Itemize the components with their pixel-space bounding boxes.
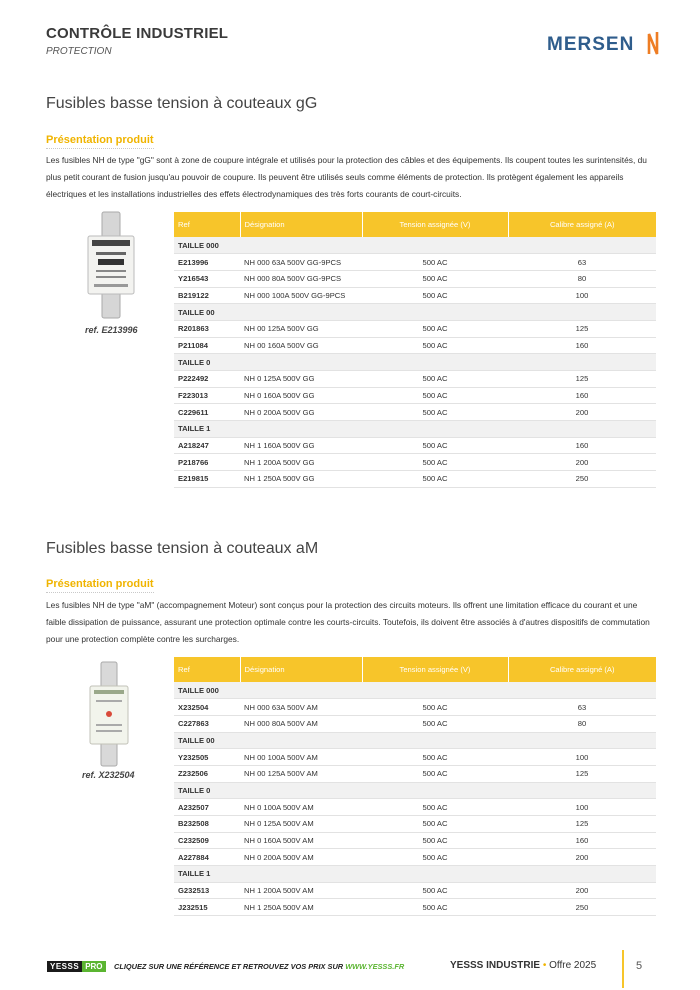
ref-cell[interactable]: A232507 <box>174 799 240 816</box>
tension-cell: 500 AC <box>362 471 508 488</box>
ref-cell[interactable]: B219122 <box>174 287 240 304</box>
table-row <box>174 387 656 404</box>
table-row <box>174 816 656 833</box>
table-group-row <box>174 354 656 371</box>
table-row <box>174 882 656 899</box>
table-row <box>174 404 656 421</box>
table-row <box>174 832 656 849</box>
table-header-row <box>174 212 656 237</box>
ref-cell[interactable]: P218766 <box>174 454 240 471</box>
table-row <box>174 337 656 354</box>
designation-cell: NH 0 200A 500V AM <box>240 849 362 866</box>
designation-cell: NH 1 250A 500V GG <box>240 471 362 488</box>
table-group-row <box>174 866 656 883</box>
table-row <box>174 454 656 471</box>
col-header-tension: Tension assignée (V) <box>362 212 508 237</box>
designation-cell: NH 000 63A 500V AM <box>240 699 362 716</box>
footer-divider <box>622 950 624 988</box>
footer-url-link[interactable]: WWW.YESSS.FR <box>345 962 405 971</box>
fuse-gg-image <box>80 210 142 320</box>
ref-cell[interactable]: C227863 <box>174 715 240 732</box>
presentation-label-gg: Présentation produit <box>46 134 154 146</box>
description-gg: Les fusibles NH de type "gG" sont à zone de coupure intégrale et utilisés pour la protection des câbles et des équipements. Ils coupent toutes les surintensités, du plus petit courant de fusion jusqu'au pouvoir de coupure. Ils peuvent être utilisés seuls comme éléments de protection. Ils protègent également les appareils électriques et les installations industrielles des effets électrodynamiques des très forts courants de court-circuits. <box>46 155 647 199</box>
designation-cell: NH 1 200A 500V GG <box>240 454 362 471</box>
designation-cell: NH 0 125A 500V AM <box>240 816 362 833</box>
table-row <box>174 254 656 271</box>
calibre-cell: 200 <box>508 404 656 421</box>
group-label: TAILLE 00 <box>174 732 656 749</box>
group-label: TAILLE 0 <box>174 354 656 371</box>
col-header-designation: Désignation <box>240 657 362 682</box>
page-number: 5 <box>636 960 643 972</box>
table-header-row <box>174 657 656 682</box>
ref-cell[interactable]: A218247 <box>174 437 240 454</box>
designation-cell: NH 00 125A 500V GG <box>240 320 362 337</box>
calibre-cell: 200 <box>508 454 656 471</box>
mersen-logo-text: MERSEN <box>547 34 635 55</box>
fuse-am-image <box>84 660 134 768</box>
group-label: TAILLE 0 <box>174 782 656 799</box>
tension-cell: 500 AC <box>362 699 508 716</box>
product-table-gg <box>174 212 656 488</box>
footer-brand <box>450 960 596 971</box>
col-header-calibre: Calibre assigné (A) <box>508 657 656 682</box>
tension-cell: 500 AC <box>362 715 508 732</box>
footer-cta <box>114 962 404 971</box>
ref-cell[interactable]: X232504 <box>174 699 240 716</box>
table-row <box>174 715 656 732</box>
ref-cell[interactable]: G232513 <box>174 882 240 899</box>
table-row <box>174 471 656 488</box>
designation-cell: NH 0 125A 500V GG <box>240 371 362 388</box>
designation-cell: NH 1 200A 500V AM <box>240 882 362 899</box>
table-row <box>174 287 656 304</box>
table-row <box>174 699 656 716</box>
ref-cell[interactable]: Y216543 <box>174 270 240 287</box>
group-label: TAILLE 00 <box>174 304 656 321</box>
tension-cell: 500 AC <box>362 270 508 287</box>
ref-cell[interactable]: C229611 <box>174 404 240 421</box>
table-row <box>174 437 656 454</box>
designation-cell: NH 0 100A 500V AM <box>240 799 362 816</box>
page-subcategory: PROTECTION <box>46 46 112 57</box>
tension-cell: 500 AC <box>362 387 508 404</box>
ref-cell[interactable]: R201863 <box>174 320 240 337</box>
col-header-tension: Tension assignée (V) <box>362 657 508 682</box>
col-header-ref: Ref <box>174 212 240 237</box>
tension-cell: 500 AC <box>362 749 508 766</box>
table-row <box>174 270 656 287</box>
col-header-calibre: Calibre assigné (A) <box>508 212 656 237</box>
description-am: Les fusibles NH de type "aM" (accompagnement Moteur) sont conçus pour la protection des circuits moteurs. Ils offrent une limitation efficace du courant et une faible dissipation de puissance, assurant une protection optimale contre les courts-circuits. Toutefois, ils doivent être associés à d'autres dispositifs de commutation pour une protection complète contre les surcharges. <box>46 600 650 644</box>
tension-cell: 500 AC <box>362 254 508 271</box>
footer-cta-text: CLIQUEZ SUR UNE RÉFÉRENCE ET RETROUVEZ VOS PRIX SUR <box>114 962 346 971</box>
calibre-cell: 100 <box>508 287 656 304</box>
calibre-cell: 100 <box>508 799 656 816</box>
ref-cell[interactable]: P211084 <box>174 337 240 354</box>
image-ref-gg: ref. E213996 <box>85 325 138 335</box>
ref-cell[interactable]: Y232505 <box>174 749 240 766</box>
tension-cell: 500 AC <box>362 404 508 421</box>
table-row <box>174 765 656 782</box>
calibre-cell: 200 <box>508 882 656 899</box>
calibre-cell: 125 <box>508 765 656 782</box>
designation-cell: NH 00 160A 500V GG <box>240 337 362 354</box>
table-group-row <box>174 682 656 699</box>
designation-cell: NH 000 100A 500V GG-9PCS <box>240 287 362 304</box>
designation-cell: NH 00 125A 500V AM <box>240 765 362 782</box>
calibre-cell: 200 <box>508 849 656 866</box>
calibre-cell: 250 <box>508 471 656 488</box>
calibre-cell: 125 <box>508 320 656 337</box>
pro-logo-part: PRO <box>82 961 105 972</box>
calibre-cell: 125 <box>508 371 656 388</box>
footer-bullet: • <box>542 960 547 971</box>
tension-cell: 500 AC <box>362 882 508 899</box>
group-label: TAILLE 1 <box>174 421 656 438</box>
tension-cell: 500 AC <box>362 799 508 816</box>
table-row <box>174 899 656 916</box>
table-row <box>174 849 656 866</box>
table-group-row <box>174 782 656 799</box>
yesss-pro-logo <box>47 961 106 972</box>
footer-brand-name: YESSS INDUSTRIE <box>450 960 541 971</box>
calibre-cell: 160 <box>508 832 656 849</box>
ref-cell[interactable]: F223013 <box>174 387 240 404</box>
ref-cell[interactable]: E213996 <box>174 254 240 271</box>
designation-cell: NH 0 200A 500V GG <box>240 404 362 421</box>
ref-cell[interactable]: Z232506 <box>174 765 240 782</box>
table-group-row <box>174 732 656 749</box>
designation-cell: NH 000 80A 500V GG-9PCS <box>240 270 362 287</box>
ref-cell[interactable]: P222492 <box>174 371 240 388</box>
image-ref-am: ref. X232504 <box>82 770 135 780</box>
calibre-cell: 63 <box>508 699 656 716</box>
designation-cell: NH 1 250A 500V AM <box>240 899 362 916</box>
calibre-cell: 63 <box>508 254 656 271</box>
tension-cell: 500 AC <box>362 899 508 916</box>
tension-cell: 500 AC <box>362 371 508 388</box>
group-label: TAILLE 1 <box>174 866 656 883</box>
designation-cell: NH 00 100A 500V AM <box>240 749 362 766</box>
page-category-title: CONTRÔLE INDUSTRIEL <box>46 25 229 42</box>
presentation-label-am: Présentation produit <box>46 578 154 590</box>
table-row <box>174 320 656 337</box>
designation-cell: NH 0 160A 500V GG <box>240 387 362 404</box>
group-label: TAILLE 000 <box>174 682 656 699</box>
table-row <box>174 371 656 388</box>
group-label: TAILLE 000 <box>174 237 656 254</box>
tension-cell: 500 AC <box>362 832 508 849</box>
calibre-cell: 160 <box>508 387 656 404</box>
tension-cell: 500 AC <box>362 849 508 866</box>
calibre-cell: 160 <box>508 337 656 354</box>
designation-cell: NH 000 80A 500V AM <box>240 715 362 732</box>
table-group-row <box>174 421 656 438</box>
calibre-cell: 160 <box>508 437 656 454</box>
calibre-cell: 125 <box>508 816 656 833</box>
ref-cell[interactable]: B232508 <box>174 816 240 833</box>
tension-cell: 500 AC <box>362 765 508 782</box>
product-table-am <box>174 657 656 916</box>
tension-cell: 500 AC <box>362 437 508 454</box>
section-title-am: Fusibles basse tension à couteaux aM <box>46 540 319 557</box>
designation-cell: NH 0 160A 500V AM <box>240 832 362 849</box>
calibre-cell: 100 <box>508 749 656 766</box>
tension-cell: 500 AC <box>362 816 508 833</box>
mersen-logo <box>546 28 660 62</box>
yesss-logo-part: YESSS <box>47 961 82 972</box>
calibre-cell: 250 <box>508 899 656 916</box>
designation-cell: NH 000 63A 500V GG-9PCS <box>240 254 362 271</box>
tension-cell: 500 AC <box>362 454 508 471</box>
col-header-designation: Désignation <box>240 212 362 237</box>
ref-cell[interactable]: E219815 <box>174 471 240 488</box>
table-group-row <box>174 304 656 321</box>
col-header-ref: Ref <box>174 657 240 682</box>
tension-cell: 500 AC <box>362 287 508 304</box>
table-row <box>174 799 656 816</box>
tension-cell: 500 AC <box>362 337 508 354</box>
ref-cell[interactable]: J232515 <box>174 899 240 916</box>
table-row <box>174 749 656 766</box>
ref-cell[interactable]: A227884 <box>174 849 240 866</box>
designation-cell: NH 1 160A 500V GG <box>240 437 362 454</box>
tension-cell: 500 AC <box>362 320 508 337</box>
table-group-row <box>174 237 656 254</box>
calibre-cell: 80 <box>508 715 656 732</box>
calibre-cell: 80 <box>508 270 656 287</box>
ref-cell[interactable]: C232509 <box>174 832 240 849</box>
footer-offer: Offre 2025 <box>549 960 597 971</box>
section-title-gg: Fusibles basse tension à couteaux gG <box>46 95 318 112</box>
